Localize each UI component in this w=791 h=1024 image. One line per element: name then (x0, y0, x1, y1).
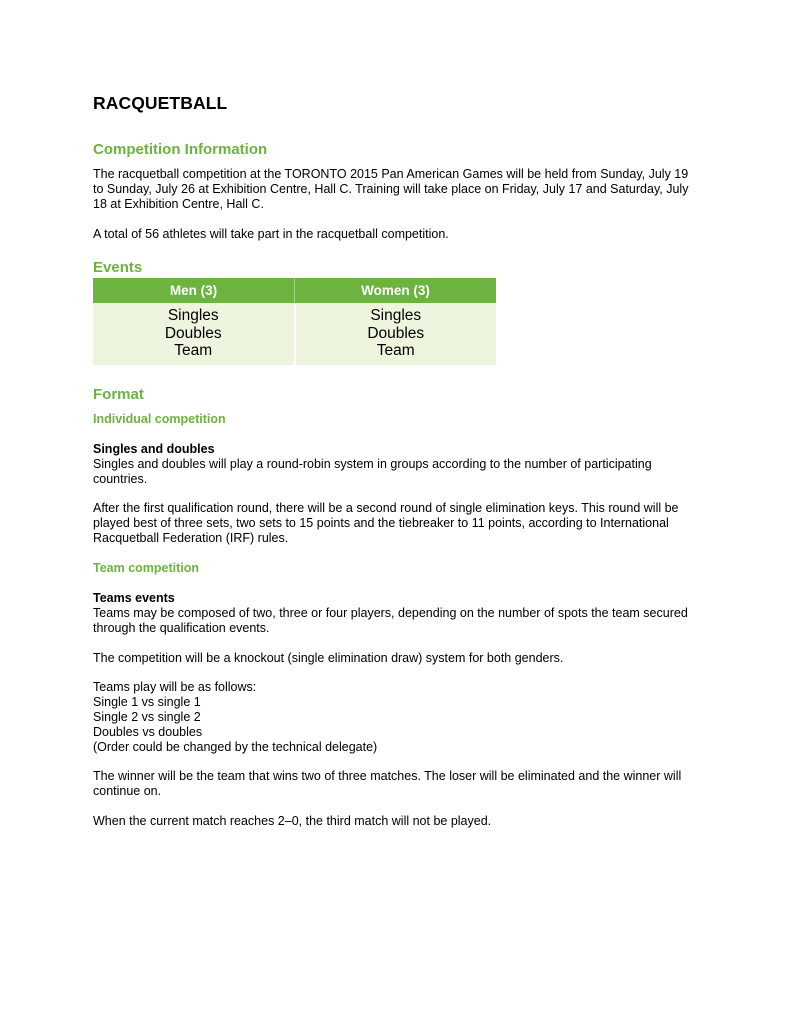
teams-composition-paragraph: Teams may be composed of two, three or four players, depending on the number of spots the team secured through the qualification events. (93, 606, 688, 635)
team-play-list (93, 680, 698, 755)
team-competition-heading: Team competition (93, 561, 200, 575)
team-play-line: Single 1 vs single 1 (93, 695, 201, 709)
women-event-item: Team (376, 342, 415, 359)
format-heading: Format (93, 386, 144, 403)
athletes-total-paragraph: A total of 56 athletes will take part in the racquetball competition. (93, 227, 449, 241)
events-table-header-row (93, 278, 496, 303)
team-play-line: Single 2 vs single 2 (93, 710, 201, 724)
women-event-item: Doubles (367, 324, 425, 342)
events-table-row (93, 303, 496, 365)
men-event-item: Team (174, 342, 213, 359)
knockout-paragraph: The competition will be a knockout (single elimination draw) system for both genders. (93, 651, 564, 665)
men-column-header: Men (3) (93, 278, 295, 303)
elimination-paragraph: After the first qualification round, there will be a second round of single elimination keys. This round will be played best of three sets, two sets to 15 points and the tiebreaker to 11 points, according to International Racquetball Federation (IRF) rules. (93, 501, 679, 545)
women-events-cell (295, 303, 497, 365)
women-event-item: Singles (370, 307, 422, 324)
men-events-cell (93, 303, 295, 365)
team-play-line: Doubles vs doubles (93, 725, 203, 739)
events-heading: Events (93, 259, 143, 276)
team-play-line: Teams play will be as follows: (93, 680, 257, 694)
events-table (93, 278, 496, 365)
individual-competition-heading: Individual competition (93, 412, 226, 426)
singles-doubles-paragraph: Singles and doubles will play a round-robin system in groups according to the number of participating countries. (93, 457, 652, 486)
teams-events-subheading: Teams events (93, 591, 175, 605)
team-play-line: (Order could be changed by the technical delegate) (93, 740, 378, 754)
document-title: RACQUETBALL (93, 93, 228, 113)
men-event-item: Singles (167, 307, 219, 324)
women-column-header: Women (3) (295, 278, 497, 303)
singles-doubles-subheading: Singles and doubles (93, 442, 215, 456)
competition-info-heading: Competition Information (93, 141, 268, 158)
men-event-item: Doubles (164, 324, 222, 342)
third-match-paragraph: When the current match reaches 2–0, the third match will not be played. (93, 814, 492, 828)
competition-info-paragraph: The racquetball competition at the TORONTO 2015 Pan American Games will be held from Sunday, July 19 to Sunday, July 26 at Exhibition Centre, Hall C. Training will take place on Friday, July 17 and Saturday, July 18 at Exhibition Centre, Hall C. (93, 167, 689, 211)
winner-paragraph: The winner will be the team that wins two of three matches. The loser will be eliminated and the winner will continue on. (93, 769, 682, 798)
